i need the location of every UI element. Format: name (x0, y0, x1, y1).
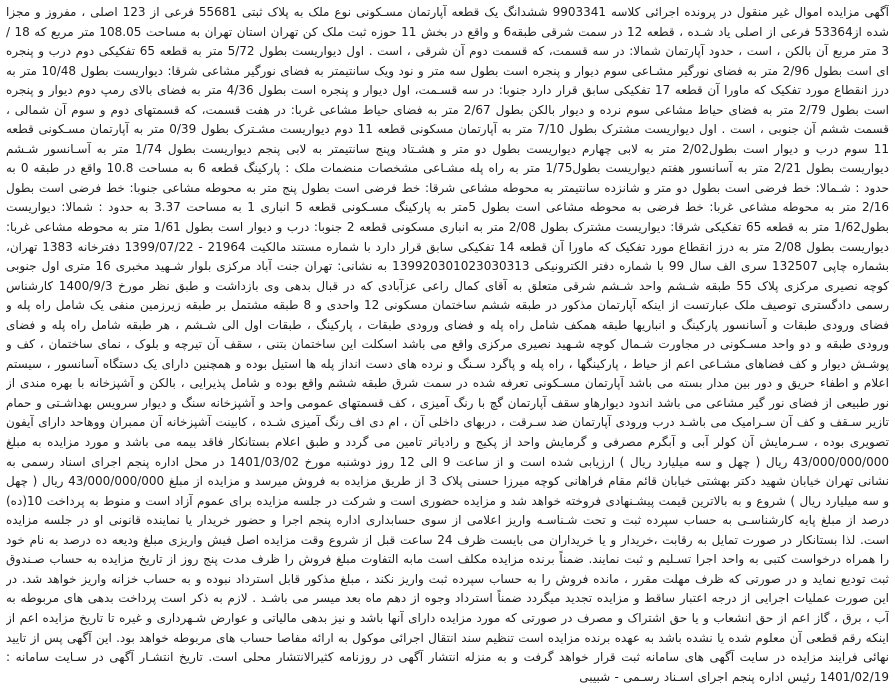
notice-body-text: آگهی مزایده اموال غیر منقول در پرونده اجرائی کلاسه 9903341 ششدانگ یک قطعه آپارتمان مسـکونی نوع ملک به پلاک ثبتی 55681 فرعی از 123 اصلی ، مفروز و مجزا شده از53364 فرعی از اصلی یاد شـده ، قطعه 12 در سمت شرقی طبقه6 و واقع در بخش 11 حوزه ثبت ملک کن تهران استان تهران به مساحت 108.05 متر مربع که 18 / 3 متر مربع آن بالکن ، است ، حدود آپارتمان شمالا: در سه قسمت، که قسمت دوم آن شرقی ، است . اول دیواریست بطول 5/72 متر به قطعه 65 تفکیکی دوم درب و پنجره ای است بطول 2/96 متر به فضای نورگیر مشـاعی سوم دیوار و پنجره است بطول سه متر و نود ویک سانتیمتر به فضای نورگیر مشاعی شرقا: دیواریست بطول 10/48 متر به درز انقطاع مورد تفکیک که ماورا آن قطعه 17 تفکیکی سابق قرار دارد جنوبا: در سه قسـمت، اول دیوار و پنجره است بطول 4/36 متر به فضای بالای رمپ دوم دیوار و پنجره است بطول 2/79 متر به فضای حیاط مشاعی سوم نرده و دیوار بالکن بطول 2/67 متر به فضای حیاط مشاعی غربا: در هفت قسمت، که قسمتهای دوم و سوم آن شمالی ، قسمت ششم آن جنوبی ، است . اول دیواریست مشترک بطول 7/10 متر به آپارتمان مسکونی قطعه 11 دوم دیواریست مشـترک بطول 0/39 متر به آپارتمان مسـکونی قطعه 11 سوم درب و دیوار است بطول2/02 متر به لابی چهارم دیواریست بطول دو متر و هشـتاد وپنج سانتیمتر به لابی پنجم دیواریست بطول 1/74 متر به آسـانسور شـشم دیواریست بطول 2/21 متر به آسانسور هفتم دیواریست بطول1/75 متر به راه پله مشـاعی مشخصات منضمات ملک : پارکینگ قطعه 6 به مساحت 10.8 واقع در طبقه 0 به حدود : شـمالا: خط فرضی است بطول دو متر و شانزده سانتیمتر به محوطه مشاعی شرقا: خط فرضی است بطول پنج متر به محوطه مشاعی جنوبا: خط فرضی است بطول 2/16 متر به محوطه مشاعی غربا: خط فرضی به محوطه مشاعی است بطول 5متر به پارکینگ مسـکونی قطعه 5 انباری 1 به مساحت 3.37 به حدود : شمالا: دیواریست بطول1/62 متر به قطعه 65 تفکیکی شرقا: دیواریست مشترک بطول 2/08 متر به انباری مسکونی قطعه 2 جنوبا: درب و دیوار است بطول 1/61 متر به محوطه مشاعی غربا: دیواریست بطول 2/08 متر به درز انقطاع مورد تفکیک که ماورا آن قطعه 14 تفکیکی سابق قرار دارد با شماره مستند مالکیت 21964 - 1399/07/22 دفترخانه 1383 تهران، بشماره چاپی 132507 سری الف سال 99 با شماره دفتر الکترونیکی 139920301023030313 به نشانی: تهران جنت آباد مرکزی بلوار شـهید مخبری 16 متری اول جنوبی کوچه نصیری مرکزی پلاک 55 طبقه شـشم واحد شـشم شرقی متعلق به آقای کمال راعی عزآبادی که در قبال بدهی وی بازداشت و طبق نظر مورخ 1400/9/3 کارشناس رسمی دادگستری توصیف ملک عبارتست از اینکه آپارتمان مذکور در طبقه ششم ساختمان مسکونی 12 واحدی و 8 طبقه مشتمل بر طبقه زیرزمین منفی یک شامل راه پله و فضای ورودی طبقات و آسانسور پارکینگ و انباریها طبقه همکف شامل راه پله و فضای ورودی طبقات ، پارکینگ ، طبقات اول الی شـشم ، هر طبقه شامل راه پله و فضای ورودی طبقه و دو واحد مسـکونی در مجاورت شـمال کوچه شـهید نصیری مرکزی واقع می باشد اسکلت این ساختمان بتنی ، سقف آن تیرچه و بلوک ، نمای ساختمان ، کف و پوشـش دیوار و کف فضاهای مشـاعی اعم از حیاط ، پارکینگها ، راه پله و پاگرد سـنگ و نرده های دست انداز پله ها استیل بوده و همچنین دارای یک دستگاه آسانسور ، سیستم اعلام و اطفاء حریق و دور بین مدار بسته می باشد آپارتمان مسـکونی تعرفه شده در سمت شرق طبقه ششم واقع بوده و شامل پذیرایی ، بالکن و آشپزخانه با بهره مندی از نور طبیعی از فضای نور گیر مشاعی می باشد اندود دیوارهاو سقف آپارتمان گچ با رنگ آمیزی ، کف قسمتهای عمومی واحد و آشپزخانه سنگ و دیوار سرویس بهداشـتی و حمام تازیر سـقف و کف آن سـرامیک می باشـد درب ورودی آپارتمان ضد سـرقت ، دربهای داخلی آن ، ام دی اف رنگ آمیزی شـده ، کابینت آشپزخانه آن ممبران ووهاحد دارای آیفون تصویری بوده ، سـرمایش آن کولر آبی و آبگرم مصرفی و گرمایش واحد از پکیج و رادیاتر تامین می گردد و طبق اعلام بستانکار فاقد بیمه می باشد و مورد مزایده به مبلغ 43/000/000/000 ریال ( چهل و سه میلیارد ریال ) ارزیابی شده است و از ساعت 9 الی 12 روز دوشنبه مورخ 1401/03/02 در محل اداره پنجم اجرای اسناد رسمی به نشانی تهران خیابان شهید دکتر بهشتی خیابان قائم مقام فراهانی کوچه میرزا حسنی پلاک 3 از طریق مزایده به فروش میرسد و مزایده از مبلغ 43/000/000/000 ریال ( چهل و سه میلیارد ریال ) شروع و به بالاترین قیمت پیشـنهادی فروخته خواهد شد و مزایده حضوری است و شرکت در جلسه مزایده برای عموم آزاد است و منوط به پرداخت 10(ده) درصد از مبلغ پایه کارشناسـی به حساب سپرده ثبت و تحت شـناسـه واریز اعلامی از سوی حسابداری اداره پنجم اجرا و حضور خریدار یا نماینده قانونی او در جلسه مزایده است. لذا بستانکار در صورت تمایل به رقابت ،خریدار و یا خریداران می بایست ظرف 24 ساعت قبل از شروع وقت مزایده اصل فیش واریزی مبلغ ودیعه ده درصد به نام خود را همراه درخواست کتبی به واحد اجرا تسـلیم و ثبت نمایند. ضمناً برنده مزایده مکلف است مابه التفاوت مبلغ فروش را ظرف مدت پنج روز از تاریخ مزایده به حساب صـندوق ثبت تودیع نماید و در صورتی که ظرف مهلت مقرر ، مانده فروش را به حساب سپرده ثبت واریز نکند ، مبلغ مذکور قابل استرداد نبوده و به حساب خزانه واریز خواهد شد. در این صورت عملیات اجرایی از درجه اعتبار ساقط و مزایده تجدید میگردد ضمناً استرداد وجوه از دهم ماه بعد میسر می باشـد . لازم به ذکر است پرداخت بدهی های مربوطه به آب ، برق ، گاز اعم از حق انشعاب و یا حق اشتراک و مصرف در صورتی که مورد مزایده دارای آنها باشد و نیز بدهی مالیاتی و عوارض شـهرداری و غیره تا تاریخ مزایده اعم از اینکه رقم قطعی آن معلوم شده یا نشده باشد به عهده برنده مزایده است تنظیم سند انتقال اجرائی موکول به ارائه مفاصا حساب های مربوطه خواهد بود. این آگهی پس از تایید نهائی فرایند مزایده در سایت آگهی های سامانه ثبت قرار خواهد گرفت و به منزله انتشار آگهی در روزنامه کثیرالانتشار محلی است. تاریخ انتشـار آگهی در سـایت سامانه : 1401/02/19 رئیس اداره پنجم اجرای اسـناد رسـمی - شبیبی (6, 5, 889, 684)
auction-notice (6, 3, 889, 688)
